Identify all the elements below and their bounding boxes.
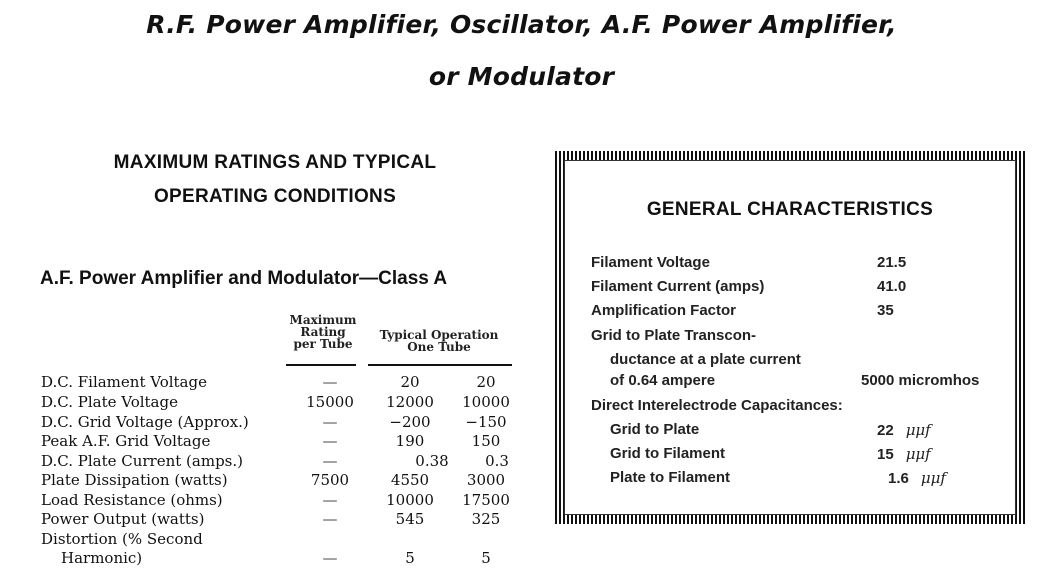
- characteristic-value: 5000 micromhos: [861, 372, 980, 389]
- column-header-text: Maximum: [289, 313, 357, 327]
- column-header-text: One Tube: [407, 340, 471, 354]
- column-rule: [368, 364, 512, 366]
- characteristic-value: 21.5: [877, 254, 907, 271]
- max-value: —: [322, 373, 338, 391]
- row-label: Power Output (watts): [41, 510, 205, 528]
- characteristic-label: ductance at a plate current: [610, 351, 801, 368]
- characteristic-label: Grid to Filament: [610, 445, 726, 462]
- max-value: —: [322, 491, 338, 509]
- typ-value-1: 0.38: [415, 452, 449, 470]
- unit-label: μμf: [920, 469, 946, 487]
- typ-value-1: 12000: [386, 393, 434, 411]
- column-header-text: Typical Operation: [379, 328, 499, 342]
- characteristic-value: [877, 418, 931, 443]
- ratings-heading-line-1: MAXIMUM RATINGS AND TYPICAL: [113, 152, 437, 173]
- characteristic-row: [591, 299, 1001, 323]
- characteristic-value: [877, 442, 931, 467]
- typ-value-2: 3000: [466, 471, 506, 489]
- characteristic-row: [591, 324, 1001, 348]
- characteristic-row: [591, 418, 1001, 442]
- typ-value-1: 10000: [386, 491, 434, 509]
- characteristic-value: 41.0: [877, 278, 907, 295]
- typ-value-1: −200: [389, 413, 431, 431]
- row-label: Harmonic): [61, 549, 143, 567]
- typ-value-2: 20: [476, 373, 496, 391]
- class-a-subheading: A.F. Power Amplifier and Modulator—Class A: [40, 268, 448, 289]
- characteristic-row: [591, 275, 1001, 299]
- typ-value-2: −150: [465, 413, 507, 431]
- row-label: D.C. Plate Current (amps.): [41, 452, 243, 470]
- max-value: —: [322, 510, 338, 528]
- typ-value-2: 325: [471, 510, 501, 528]
- row-label: Peak A.F. Grid Voltage: [41, 432, 211, 450]
- typ-value-1: 20: [400, 373, 420, 391]
- unit-label: μμf: [905, 421, 931, 439]
- typ-value-2: 150: [471, 432, 501, 450]
- value-number: 22: [877, 422, 894, 439]
- typ-value-2: 17500: [462, 491, 510, 509]
- typ-value-1: 545: [395, 510, 425, 528]
- title-line-1: R.F. Power Amplifier, Oscillator, A.F. Power Amplifier,: [146, 10, 897, 39]
- typ-value-1: 5: [405, 549, 415, 567]
- typ-value-2: 5: [481, 549, 491, 567]
- max-value: —: [322, 549, 338, 567]
- max-value: —: [322, 413, 338, 431]
- ratings-heading-line-2: OPERATING CONDITIONS: [153, 186, 397, 207]
- column-header-typical-operation: [366, 329, 512, 353]
- row-label: D.C. Filament Voltage: [41, 373, 207, 391]
- characteristic-row: [591, 466, 1001, 490]
- column-header-max-rating: [284, 314, 362, 350]
- value-number: 15: [877, 446, 894, 463]
- row-label: Load Resistance (ohms): [41, 491, 223, 509]
- characteristic-label: Direct Interelectrode Capacitances:: [591, 397, 843, 414]
- characteristic-label: Grid to Plate: [610, 421, 700, 438]
- max-value: 15000: [306, 393, 354, 411]
- typ-value-1: 190: [395, 432, 425, 450]
- typ-value-1: 4550: [390, 471, 430, 489]
- row-label: D.C. Plate Voltage: [41, 393, 178, 411]
- unit-label: μμf: [905, 445, 931, 463]
- row-label: D.C. Grid Voltage (Approx.): [41, 413, 249, 431]
- characteristic-label: Grid to Plate Transcon-: [591, 327, 757, 344]
- max-value: —: [322, 432, 338, 450]
- row-label: Distortion (% Second: [41, 530, 203, 548]
- general-characteristics-title: GENERAL CHARACTERISTICS: [646, 199, 934, 220]
- column-rule: [286, 364, 356, 366]
- max-value: 7500: [310, 471, 350, 489]
- characteristic-row: [591, 442, 1001, 466]
- characteristic-label: of 0.64 ampere: [610, 372, 716, 389]
- row-label: Plate Dissipation (watts): [41, 471, 228, 489]
- characteristic-row: [591, 251, 1001, 275]
- typ-value-2: 0.3: [485, 452, 509, 470]
- column-header-text: per Tube: [293, 337, 353, 351]
- characteristic-label: Filament Current (amps): [591, 278, 765, 295]
- column-header-text: Rating: [300, 325, 346, 339]
- characteristic-label: Amplification Factor: [591, 302, 737, 319]
- title-line-2: or Modulator: [428, 62, 615, 91]
- characteristic-label: Filament Voltage: [591, 254, 710, 271]
- characteristic-value: 35: [877, 302, 894, 319]
- characteristic-label: Plate to Filament: [610, 469, 731, 486]
- characteristic-row: [591, 394, 1001, 418]
- typ-value-2: 10000: [462, 393, 510, 411]
- characteristic-row: [591, 369, 1001, 393]
- max-value: —: [322, 452, 338, 470]
- characteristic-value: [888, 466, 946, 491]
- value-number: 1.6: [888, 470, 909, 487]
